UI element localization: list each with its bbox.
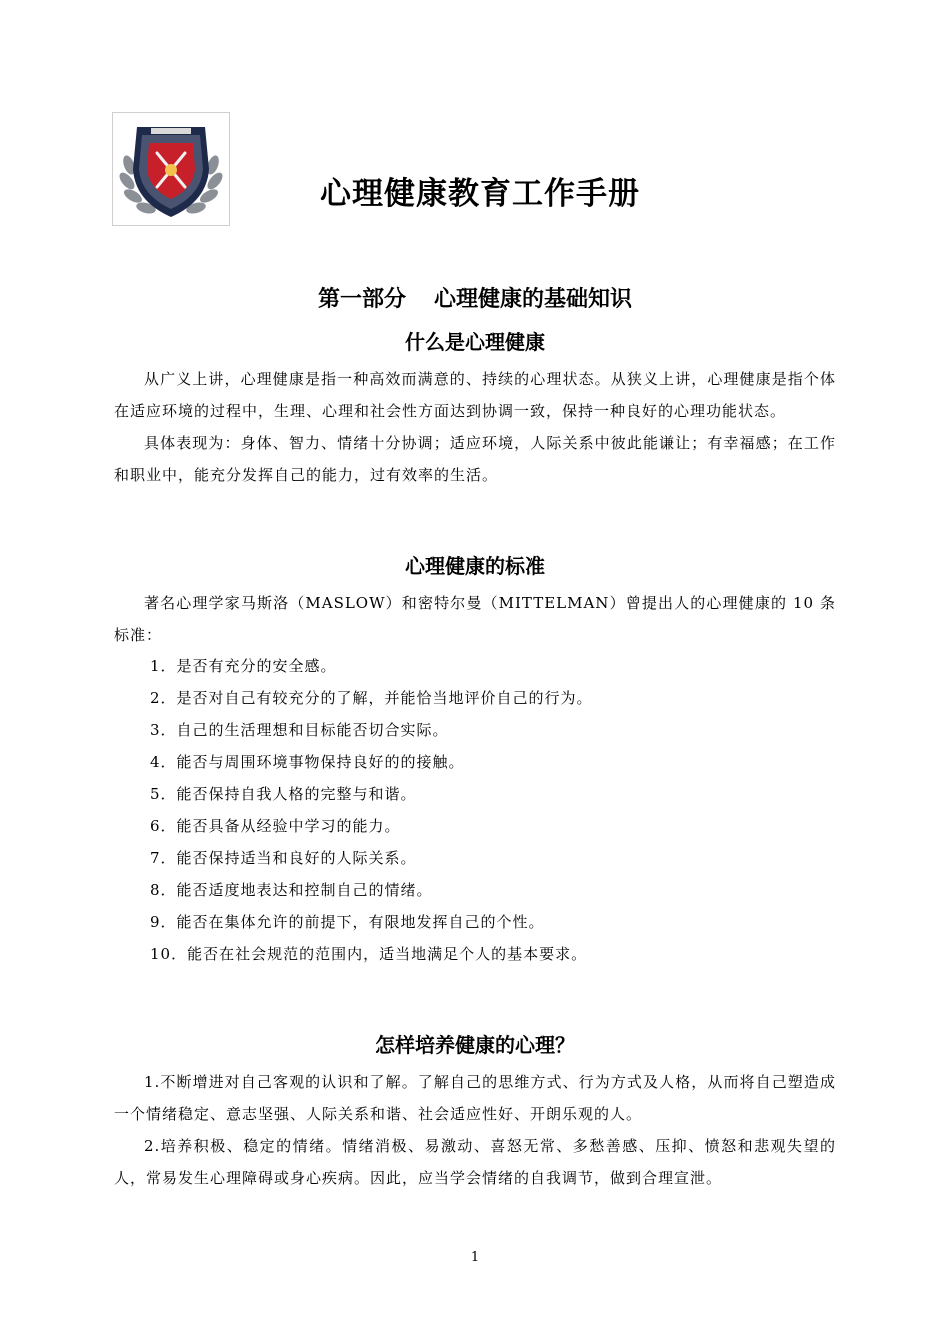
list-item: 2．是否对自己有较充分的了解，并能恰当地评价自己的行为。 — [150, 689, 593, 707]
part-title — [0, 282, 950, 313]
paragraph: 1.不断增进对自己客观的认识和了解。了解自己的思维方式、行为方式及人格，从而将自己塑造成一个情绪稳定、意志坚强、人际关系和谐、社会适应性好、开朗乐观的人。 — [114, 1073, 836, 1123]
list-item: 1．是否有充分的安全感。 — [150, 657, 337, 675]
paragraph: 著名心理学家马斯洛（MASLOW）和密特尔曼（MITTELMAN）曾提出人的心理健康的 10 条标准： — [114, 594, 836, 644]
list-item: 8．能否适度地表达和控制自己的情绪。 — [150, 881, 433, 899]
list-item: 5．能否保持自我人格的完整与和谐。 — [150, 785, 417, 803]
document-title: 心理健康教育工作手册 — [320, 176, 640, 212]
standards-list — [150, 650, 840, 970]
list-item: 4．能否与周围环境事物保持良好的的接触。 — [150, 753, 465, 771]
list-item: 9．能否在集体允许的前提下，有限地发挥自己的个性。 — [150, 913, 545, 931]
section-heading-how-to-cultivate: 怎样培养健康的心理？ — [375, 1033, 575, 1057]
section3-body — [114, 1066, 836, 1194]
paragraph: 从广义上讲，心理健康是指一种高效而满意的、持续的心理状态。从狭义上讲，心理健康是指个体在适应环境的过程中，生理、心理和社会性方面达到协调一致，保持一种良好的心理功能状态。 — [114, 370, 836, 420]
section-heading-what-is: 什么是心理健康 — [405, 330, 545, 354]
section-heading-standards: 心理健康的标准 — [405, 554, 545, 578]
list-item: 6．能否具备从经验中学习的能力。 — [150, 817, 401, 835]
list-item: 10．能否在社会规范的范围内，适当地满足个人的基本要求。 — [150, 945, 588, 963]
section1-body — [114, 363, 836, 491]
fire-services-emblem-logo — [112, 112, 230, 226]
paragraph: 2.培养积极、稳定的情绪。情绪消极、易激动、喜怒无常、多愁善感、压抑、愤怒和悲观失望的人，常易发生心理障碍或身心疾病。因此，应当学会情绪的自我调节，做到合理宣泄。 — [114, 1137, 836, 1187]
emblem-icon — [113, 113, 229, 225]
list-item: 7．能否保持适当和良好的人际关系。 — [150, 849, 417, 867]
page-number: 1 — [470, 1250, 480, 1265]
part-label: 第一部分 — [317, 287, 406, 312]
part-subtitle: 心理健康的基础知识 — [434, 287, 633, 312]
paragraph: 具体表现为：身体、智力、情绪十分协调；适应环境，人际关系中彼此能谦让；有幸福感；在工作和职业中，能充分发挥自己的能力，过有效率的生活。 — [114, 434, 836, 484]
list-item: 3．自己的生活理想和目标能否切合实际。 — [150, 721, 449, 739]
section2-intro — [114, 587, 836, 651]
